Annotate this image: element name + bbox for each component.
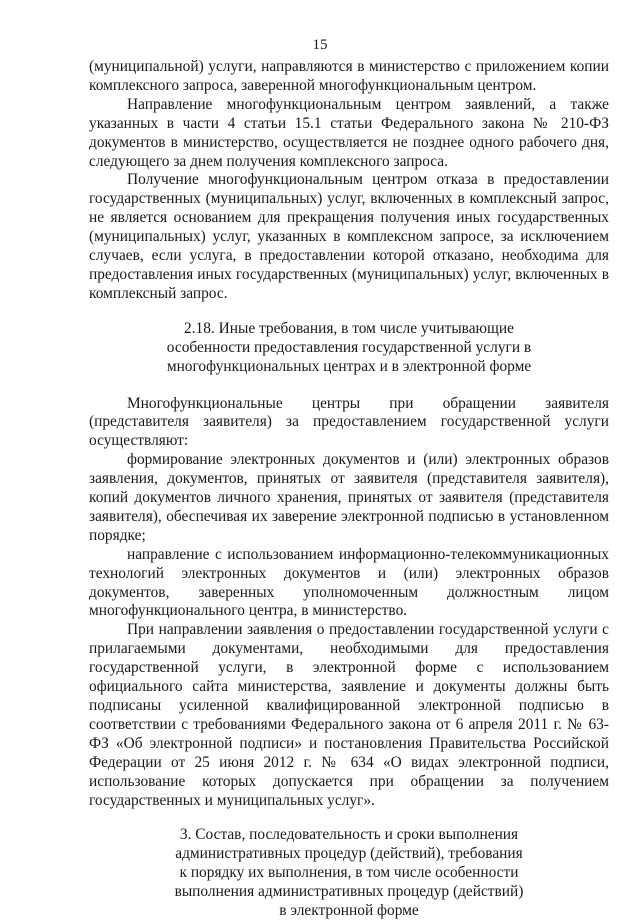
- heading-line: выполнения административных процедур (действий): [174, 883, 524, 901]
- paragraph: Многофункциональные центры при обращении заявителя (представителя заявителя) за предоставлением государственной услуги осуществляют:: [89, 394, 609, 450]
- heading-line: 3. Состав, последовательность и сроки выполнения: [179, 826, 519, 844]
- heading-line: многофункциональных центрах и в электронной форме: [166, 357, 532, 375]
- document-body: [89, 58, 609, 921]
- paragraph: При направлении заявления о предоставлении государственной услуги с прилагаемыми документами, необходимыми для предоставления государственной услуги, в электронной форме с использованием официального сайта министерства, заявление и документы должны быть подписаны усиленной квалифицированной электронной подписью в соответствии с требованиями Федерального закона от 6 апреля 2011 г. № 63-ФЗ «Об электронной подписи» и постановления Правительства Российской Федерации от 25 июня 2012 г. № 634 «О видах электронной подписи, использование которых допускается при обращении за получением государственных и муниципальных услуг».: [89, 621, 609, 809]
- section-heading-2-18: [89, 320, 609, 377]
- heading-line: 2.18. Иные требования, в том числе учитывающие: [184, 319, 514, 337]
- heading-line: в электронной форме: [279, 902, 419, 920]
- heading-line: административных процедур (действий), требования: [175, 845, 523, 863]
- section-heading-3: [89, 826, 609, 921]
- page-number: 15: [312, 37, 328, 53]
- paragraph: (муниципальной) услуги, направляются в министерство с приложением копии комплексного запроса, заверенной многофункциональным центром.: [89, 58, 609, 94]
- heading-line: особенности предоставления государственной услуги в: [166, 338, 532, 356]
- paragraph: Направление многофункциональным центром заявлений, а также указанных в части 4 статьи 15.1 статьи Федерального закона № 210-ФЗ документов в министерство, осуществляется не позднее одного рабочего дня, следующего за днем получения комплексного запроса.: [89, 95, 609, 170]
- paragraph: Получение многофункциональным центром отказа в предоставлении государственных (муниципальных) услуг, включенных в комплексный запрос, не является основанием для прекращения получения иных государственных (муниципальных) услуг, указанных в комплексном запросе, за исключением случаев, если услуга, в предоставлении которой отказано, необходима для предоставления иных государственных (муниципальных) услуг, включенных в комплексный запрос.: [89, 171, 609, 302]
- paragraph: направление с использованием информационно-телекоммуникационных технологий электронных документов и (или) электронных образов документов, заверенных уполномоченным должностным лицом многофункционального центра, в министерство.: [89, 545, 609, 620]
- heading-line: к порядку их выполнения, в том числе особенности: [179, 864, 519, 882]
- paragraph: формирование электронных документов и (или) электронных образов заявления, документов, принятых от заявителя (представителя заявителя), копий документов личного хранения, принятых от заявителя (представителя заявителя), обеспечивая их заверение электронной подписью в установленном порядке;: [89, 451, 609, 544]
